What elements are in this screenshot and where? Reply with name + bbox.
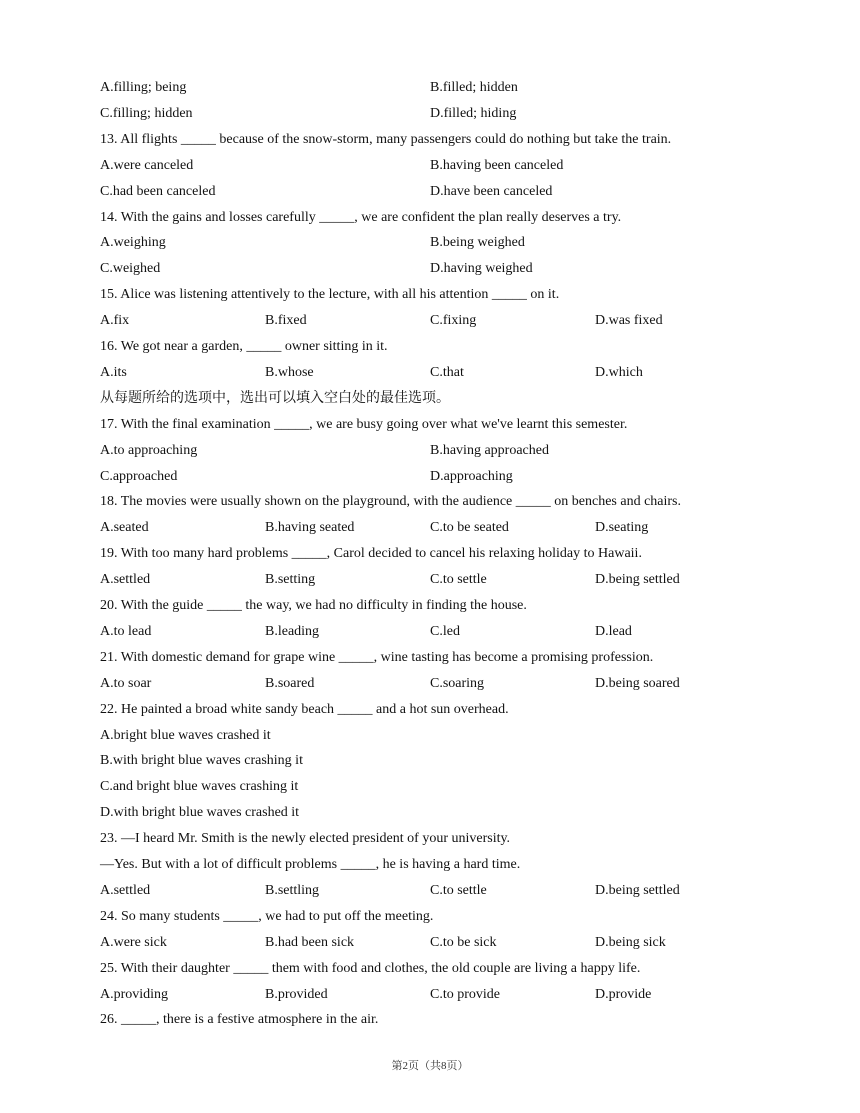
answer-option: D.was fixed <box>595 313 663 329</box>
answer-option: C.to be sick <box>430 934 497 950</box>
answer-option: C.led <box>430 623 460 639</box>
answer-option: C.approached <box>100 468 178 484</box>
options-row <box>100 233 820 253</box>
answer-option: C.fixing <box>430 313 477 329</box>
answer-option: A.were canceled <box>100 157 194 173</box>
answer-option: B.being weighed <box>430 235 525 251</box>
text-line: B.with bright blue waves crashing it <box>100 753 303 769</box>
answer-option: B.provided <box>265 986 328 1002</box>
answer-option: D.approaching <box>430 468 513 484</box>
answer-option: A.to approaching <box>100 442 198 458</box>
answer-option: B.filled; hidden <box>430 80 518 95</box>
answer-option: D.having weighed <box>430 261 533 277</box>
options-row <box>100 182 820 202</box>
answer-option: A.fix <box>100 313 130 329</box>
text-line: D.with bright blue waves crashed it <box>100 805 300 821</box>
text-line: 16. We got near a garden, _____ owner sitting in it. <box>100 339 388 354</box>
text-line: A.bright blue waves crashed it <box>100 727 271 743</box>
text-line: 15. Alice was listening attentively to the lecture, with all his attention _____ on it. <box>100 287 560 303</box>
options-row <box>100 156 820 176</box>
text-line: C.and bright blue waves crashing it <box>100 779 299 795</box>
page-footer: 第2页（共8页） <box>391 1060 469 1072</box>
text-line: 13. All flights _____ because of the snow-storm, many passengers could do nothing but take the train. <box>100 131 672 147</box>
answer-option: C.filling; hidden <box>100 105 193 121</box>
options-row <box>100 311 820 331</box>
answer-option: B.having approached <box>430 442 549 458</box>
options-row <box>100 622 820 642</box>
answer-option: A.settled <box>100 572 151 588</box>
answer-option: A.settled <box>100 882 151 898</box>
answer-option: B.soared <box>265 675 315 691</box>
answer-option: A.filling; being <box>100 80 187 95</box>
options-row <box>100 570 820 590</box>
options-row <box>100 441 820 461</box>
options-row <box>100 881 820 901</box>
text-line: 20. With the guide _____ the way, we had no difficulty in finding the house. <box>100 598 527 613</box>
answer-option: A.providing <box>100 986 169 1002</box>
answer-option: A.to soar <box>100 675 152 691</box>
answer-option: A.weighing <box>100 235 166 251</box>
answer-option: D.which <box>595 364 643 380</box>
answer-option: C.that <box>430 364 464 380</box>
answer-option: C.to provide <box>430 986 500 1002</box>
answer-option: C.to be seated <box>430 520 509 536</box>
options-row <box>100 104 820 124</box>
text-line: 24. So many students _____, we had to put off the meeting. <box>100 908 434 924</box>
answer-option: B.having been canceled <box>430 157 564 173</box>
text-line: 17. With the final examination _____, we are busy going over what we've learnt this semester. <box>100 416 628 432</box>
answer-option: B.had been sick <box>265 934 355 950</box>
answer-option: B.whose <box>265 364 314 380</box>
answer-option: C.to settle <box>430 572 487 588</box>
options-row <box>100 933 820 953</box>
text-line: 18. The movies were usually shown on the playground, with the audience _____ on benches and chairs. <box>100 494 681 510</box>
answer-option: D.being soared <box>595 675 680 691</box>
options-row <box>100 259 820 279</box>
answer-option: D.being settled <box>595 572 680 588</box>
answer-option: C.had been canceled <box>100 183 216 199</box>
text-line: —Yes. But with a lot of difficult problems _____, he is having a hard time. <box>100 857 521 872</box>
answer-option: A.to lead <box>100 623 152 639</box>
text-line: 21. With domestic demand for grape wine _____, wine tasting has become a promising profession. <box>100 649 654 665</box>
answer-option: A.were sick <box>100 934 167 950</box>
answer-option: A.its <box>100 364 127 380</box>
answer-option: D.being sick <box>595 934 666 950</box>
answer-option: B.setting <box>265 572 316 588</box>
options-row <box>100 985 820 1005</box>
answer-option: B.fixed <box>265 313 307 329</box>
text-line: 23. —I heard Mr. Smith is the newly elected president of your university. <box>100 831 511 847</box>
text-line: 22. He painted a broad white sandy beach _____ and a hot sun overhead. <box>100 701 509 717</box>
answer-option: D.have been canceled <box>430 183 553 199</box>
answer-option: B.having seated <box>265 520 355 536</box>
answer-option: A.seated <box>100 520 149 536</box>
options-row <box>100 518 820 538</box>
text-line: 26. _____, there is a festive atmosphere in the air. <box>100 1012 379 1028</box>
text-line: 14. With the gains and losses carefully _____, we are confident the plan really deserves a try. <box>100 209 622 225</box>
answer-option: B.settling <box>265 882 320 898</box>
text-line: 从每题所给的选项中，选出可以填入空白处的最佳选项。 <box>100 390 450 406</box>
answer-option: D.seating <box>595 520 649 536</box>
options-row <box>100 467 820 487</box>
text-line: 25. With their daughter _____ them with food and clothes, the old couple are living a happy life. <box>100 960 641 976</box>
text-line: 19. With too many hard problems _____, Carol decided to cancel his relaxing holiday to Hawaii. <box>100 546 642 562</box>
answer-option: D.filled; hiding <box>430 105 517 121</box>
answer-option: D.lead <box>595 623 632 639</box>
answer-option: C.to settle <box>430 882 487 898</box>
answer-option: D.provide <box>595 986 652 1002</box>
answer-option: C.weighed <box>100 261 161 277</box>
options-row <box>100 674 820 694</box>
answer-option: C.soaring <box>430 675 485 691</box>
answer-option: D.being settled <box>595 882 680 898</box>
options-row <box>100 363 820 383</box>
answer-option: B.leading <box>265 623 320 639</box>
options-row <box>100 78 820 98</box>
